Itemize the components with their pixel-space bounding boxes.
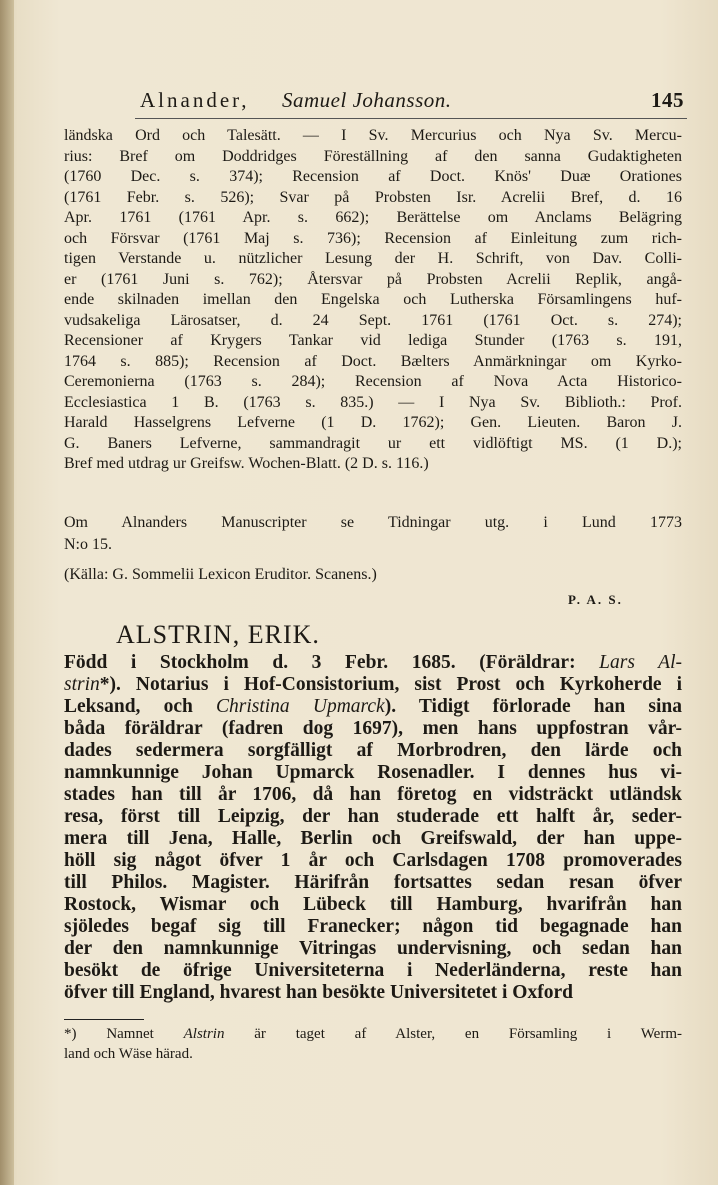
works-line: rius: Bref om Doddridges Föreställning af den sanna Gudaktigheten [64,147,682,165]
manuscripts-line: N:o 15. [64,536,112,553]
bio-line: Rostock, Wismar och Lübeck till Hamburg, hvarifrån han [64,894,682,915]
running-header [140,88,684,118]
works-line: er (1761 Juni s. 762); Återsvar på Probsten Acrelii Replik, angå- [64,270,682,288]
works-line: och Försvar (1761 Maj s. 736); Recension af Einleitung zum rich- [64,229,682,247]
works-line: Harald Hasselgrens Lefverne (1 D. 1762); Gen. Lieuten. Baron J. [64,414,682,431]
bio-line: dades sedermera sorgfälligt af Morbrodren, den lärde och [64,740,682,761]
works-line: Apr. 1761 (1761 Apr. s. 662); Berättelse om Anclams Belägring [64,209,682,226]
header-name: Samuel Johansson. [282,88,452,112]
works-line: (1760 Dec. s. 374); Recension af Doct. Knös' Duæ Orationes [64,168,682,185]
manuscripts-note [64,512,682,556]
works-line: Recensioner af Krygers Tankar vid lediga Stunder (1763 s. 191, [64,332,682,349]
works-line: Bref med utdrag ur Greifsw. Wochen-Blatt. (2 D. s. 116.) [64,455,429,472]
works-line: ende skilnaden imellan den Engelska och Lutherska Församlingens huf- [64,291,682,308]
footnote-line: land och Wäse härad. [64,1046,193,1062]
book-spine-edge [0,0,14,1185]
footnote-italic: Alstrin [183,1026,225,1042]
works-line: G. Baners Lefverne, sammandragit ur ett vidlöftigt MS. (1 D.); [64,434,682,452]
bio-line: båda föräldrar (fadren dog 1697), men hans uppfostran vår- [64,718,682,739]
bio-line: Född i Stockholm d. 3 Febr. 1685. (Föräldrar: Lars Al- [64,652,682,673]
biography-text [64,652,682,1004]
footnote [64,1024,682,1064]
manuscripts-line: Om Alnanders Manuscripter se Tidningar utg. i Lund 1773 [64,514,682,531]
bio-line: Leksand, och Christina Upmarck). Tidigt förlorade han sina [64,696,682,717]
works-line: (1761 Febr. s. 526); Svar på Probsten Isr. Acrelii Bref, d. 16 [64,188,682,206]
bio-line: besökt de öfrige Universiteterna i Nederländerna, reste han [64,960,682,981]
source-citation [64,566,682,584]
works-line: vudsakeliga Lärosatser, d. 24 Sept. 1761 (1761 Oct. s. 274); [64,311,682,329]
footnote-rule [64,1019,144,1020]
works-list [64,126,682,475]
bio-line: mera till Jena, Halle, Berlin och Greifswald, der han uppe- [64,828,682,849]
source-text: (Källa: G. Sommelii Lexicon Eruditor. Scanens.) [64,566,377,583]
works-line: 1764 s. 885); Recension af Doct. Bælters Anmärkningar om Kyrko- [64,352,682,370]
works-line: Ceremonierna (1763 s. 284); Recension af Nova Acta Historico- [64,373,682,390]
header-author: Alnander, [140,88,250,112]
bio-line: namnkunnige Johan Upmarck Rosenadler. I dennes hus vi- [64,762,682,783]
works-line: tigen Verstande u. nützlicher Lesung der H. Schrift, von Dav. Colli- [64,250,682,267]
page-number: 145 [651,88,684,112]
bio-line: till Philos. Magister. Härifrån fortsattes sedan resan öfver [64,872,682,893]
works-line: Ecclesiastica 1 B. (1763 s. 835.) — I Nya Sv. Biblioth.: Prof. [64,393,682,411]
footnote-mark: *) [64,1026,77,1042]
bio-line: sjöledes begaf sig till Franecker; någon tid begagnade han [64,916,682,937]
signature: P. A. S. [568,592,623,607]
bio-line: stades han till år 1706, då han företog en vidsträckt utländsk [64,784,682,805]
bio-line: resa, först till Leipzig, der han studerade ett halft år, seder- [64,806,682,827]
works-line: ländska Ord och Talesätt. — I Sv. Mercurius och Nya Sv. Mercu- [64,127,682,144]
entry-title: ALSTRIN, ERIK. [116,620,320,649]
header-rule [135,118,687,119]
bio-line: der den namnkunnige Vitringas undervisning, och sedan han [64,938,682,959]
bio-line: strin*). Notarius i Hof-Consistorium, sist Prost och Kyrkoherde i [64,674,682,695]
bio-line: öfver till England, hvarest han besökte Universitetet i Oxford [64,982,573,1003]
bio-line: höll sig något öfver 1 år och Carlsdagen 1708 promoverades [64,850,682,871]
footnote-line: *) Namnet Alstrin är taget af Alster, en Församling i Werm- [64,1026,682,1042]
